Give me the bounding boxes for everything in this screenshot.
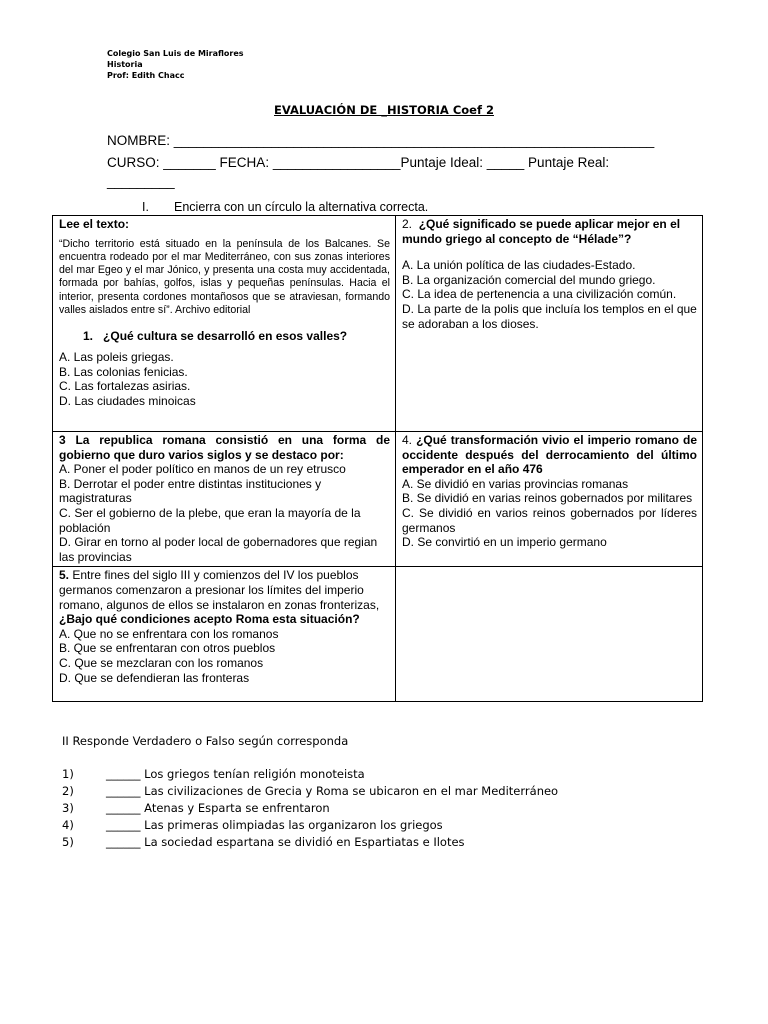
q1-question [59, 329, 390, 344]
question-4-cell [396, 432, 703, 567]
q2-option-d[interactable]: D. La parte de la polis que incluía los templos en el que se adoraban a los dioses. [402, 301, 697, 331]
school-header [107, 48, 244, 81]
tf-item-2 [62, 784, 558, 798]
q5-option-c[interactable]: C. Que se mezclaran con los romanos [59, 655, 264, 670]
question-1-cell [53, 216, 396, 432]
section-two-title: II Responde Verdadero o Falso según corresponda [62, 734, 349, 748]
q5-option-d[interactable]: D. Que se defendieran las fronteras [59, 670, 250, 685]
course-date-score-line: CURSO: _______ FECHA: _________________Puntaje Ideal: _____ Puntaje Real: [107, 155, 610, 170]
tf-item-text[interactable]: ______ La sociedad espartana se dividió en Espartiatas e Ilotes [106, 835, 465, 849]
tf-item-1 [62, 767, 365, 781]
tf-item-number: 5) [62, 835, 74, 849]
q3-option-a[interactable]: A. Poner el poder político en manos de un rey etrusco [59, 462, 346, 477]
q1-option-b[interactable]: B. Las colonias fenicias. [59, 364, 188, 379]
q4-option-a[interactable]: A. Se dividió en varias provincias romanas [402, 476, 629, 491]
q5-option-a[interactable]: A. Que no se enfrentara con los romanos [59, 626, 279, 641]
tf-item-4 [62, 818, 443, 832]
tf-item-number: 4) [62, 818, 74, 832]
q4-question-text: ¿Qué transformación vivio el imperio romano de occidente después del derrocamiento del último emperador en el año 476 [402, 433, 697, 477]
q4-number: 4. [402, 433, 413, 447]
q4-option-b[interactable]: B. Se dividió en varias reinos gobernados por militares [402, 491, 693, 506]
questions-table [52, 215, 703, 702]
tf-item-text[interactable]: ______ Las civilizaciones de Grecia y Roma se ubicaron en el mar Mediterráneo [106, 784, 559, 798]
tf-item-text[interactable]: ______ Atenas y Esparta se enfrentaron [106, 801, 330, 815]
q2-option-a[interactable]: A. La unión política de las ciudades-Estado. [402, 258, 636, 273]
q3-options [59, 462, 390, 564]
q4-option-c[interactable]: C. Se dividió en varios reinos gobernados por líderes germanos [402, 505, 697, 535]
q3-option-c[interactable]: C. Ser el gobierno de la plebe, que eran la mayoría de la población [59, 505, 361, 535]
q1-heading: Lee el texto: [59, 217, 130, 231]
question-3-cell [53, 432, 396, 567]
tf-item-number: 3) [62, 801, 74, 815]
q2-question-text: ¿Qué significado se puede aplicar mejor en el mundo griego al concepto de “Hélade”? [402, 217, 681, 246]
subject-name: Historia [107, 60, 143, 69]
q5-context-text: Entre fines del siglo III y comienzos del IV los pueblos germanos comenzaron a presionar los límites del imperio romano, algunos de ellos se instalaron en zonas fronterizas, [59, 568, 380, 612]
q5-question-text: ¿Bajo qué condiciones acepto Roma esta situación? [59, 612, 360, 627]
q5-number: 5. [59, 568, 70, 583]
instruction-text: Encierra con un círculo la alternativa correcta. [174, 200, 429, 214]
q1-option-d[interactable]: D. Las ciudades minoicas [59, 393, 196, 408]
q4-options [402, 477, 697, 550]
tf-item-5 [62, 835, 465, 849]
name-field: NOMBRE: ________________________________________________________________ [107, 133, 655, 148]
tf-item-text[interactable]: ______ Las primeras olimpiadas las organizaron los griegos [106, 818, 443, 832]
q3-option-b[interactable]: B. Derrotar el poder entre distintas instituciones y magistraturas [59, 476, 322, 506]
school-name: Colegio San Luis de Miraflores [107, 49, 244, 58]
empty-cell [396, 567, 703, 702]
q2-question [402, 217, 697, 246]
q5-stem [59, 568, 390, 626]
tf-item-number: 1) [62, 767, 74, 781]
q1-option-a[interactable]: A. Las poleis griegas. [59, 349, 174, 364]
q1-option-c[interactable]: C. Las fortalezas asirias. [59, 379, 191, 394]
exam-title: EVALUACIÓN DE _HISTORIA Coef 2 [274, 103, 494, 117]
question-2-cell [396, 216, 703, 432]
q5-options [59, 627, 390, 685]
tf-item-text[interactable]: ______ Los griegos tenían religión monoteista [106, 767, 365, 781]
q2-option-b[interactable]: B. La organización comercial del mundo griego. [402, 272, 656, 287]
q1-number: 1. [83, 329, 94, 344]
q1-reading-text: “Dicho territorio está situado en la península de los Balcanes. Se encuentra rodeado por el mar Mediterráneo, con sus zonas interiores del mar Egeo y el mar Jónico, y presenta una costa muy accidentada, formada por bahías, golfos, islas y pequeñas penínsulas. Hacia el interior, presenta cordones montañosos que se atraviesan, formando valles aislados entre sí”. Archivo editorial [59, 237, 390, 317]
q4-option-d[interactable]: D. Se convirtió en un imperio germano [402, 535, 607, 550]
q5-option-b[interactable]: B. Que se enfrentaran con otros pueblos [59, 641, 276, 656]
q2-number: 2. [402, 217, 413, 231]
q3-option-d[interactable]: D. Girar en torno al poder local de gobernadores que regian las provincias [59, 535, 378, 564]
q1-options [59, 350, 390, 408]
section-one-instruction [142, 200, 428, 214]
teacher-name: Prof: Edith Chacc [107, 71, 185, 80]
q3-question: 3 La republica romana consistió en una forma de gobierno que duro varios siglos y se destaco por: [59, 433, 390, 462]
section-one-number: I. [142, 200, 149, 214]
question-5-cell [53, 567, 396, 702]
score-continuation: _________ [107, 174, 175, 189]
q2-options [402, 258, 697, 331]
q2-option-c[interactable]: C. La idea de pertenencia a una civilización común. [402, 287, 677, 302]
q1-question-text: ¿Qué cultura se desarrolló en esos valles? [103, 329, 348, 344]
q4-question [402, 433, 697, 477]
tf-item-number: 2) [62, 784, 74, 798]
tf-item-3 [62, 801, 330, 815]
